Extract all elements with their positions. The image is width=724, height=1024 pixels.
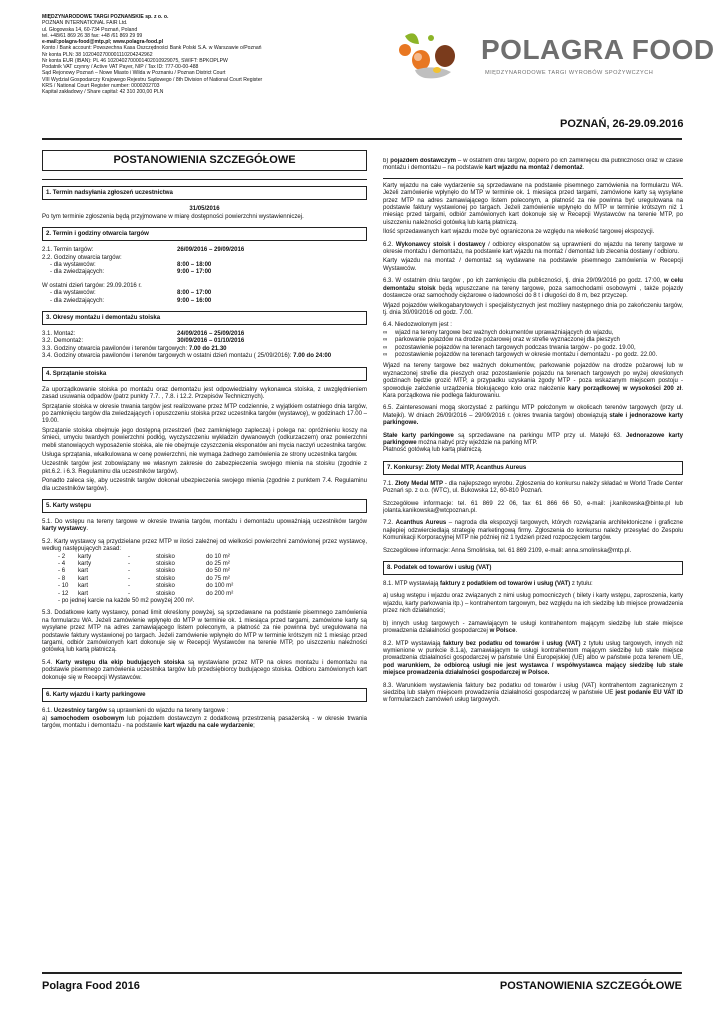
logo-wordmark: POLAGRA FOOD [481,34,715,65]
prohibited-list [383,330,683,360]
last-assembly-day-hours: 3.4. Godziny otwarcia pawilonów i terenów targowych w ostatni dzień montażu ( 25/09/2016): 7.00 do 24:00 [42,353,332,360]
entry-cards-matrix [42,554,367,606]
section-3-title: 3. Okresy montażu i demontażu stoiska [42,311,367,325]
vat-8-2: 8.2. MTP wystawiają faktury bez podatku od towarów i usług (VAT) z tytułu usług targowych, innych niż wymienione w punkcie 8.1.a), zamawiającym te usługi kontrahentom mającym siedzibę lub stałe miejsce prowadzenia działalności gospodarczej w państwie Unii Europejskiej (UE) albo w państwie poza terenem UE, pod warunkiem, że odbiorcą usługi nie jest wystawca / współwystawca mający siedzibę lub stałe miejsce prowadzenia działalności gospodarczej w Polsce. [383,640,683,677]
entry-permits-p1: 6.1. Uczestnicy targów są uprawnieni do wjazdu na tereny targowe : [42,708,229,715]
matrix-row: - 12 kart - stoisko do 200 m² [58,590,234,597]
cleaning-p2: Sprzątanie stoiska w okresie trwania targów jest realizowane przez MTP codziennie, z wyjątkiem ostatniego dnia targów, po zamknięciu targów dla zwiedzających i opuszczeniu stoiska przez uczestnika targów (wystawcę), w godzinach 17.00 – 19.00. [42,403,367,425]
prohibited-label: 6.4. Niedozwolonym jest : [383,322,452,329]
list-item: ∞ parkowanie pojazdów na drodze pożarowej oraz w strefie wyznaczonej dla pieszych [383,337,620,344]
pavilion-hours: 3.3. Godziny otwarcia pawilonów i terenów targowych: 7.00 do 21.30 [42,345,227,352]
right-column [383,158,683,970]
entry-cards-p3: 5.3. Dodatkowe karty wystawcy, ponad limit określony powyżej, są sprzedawane na podstawie pisemnego zamówienia na formularzu WA. Jeżeli zamówienie wpłynęło do MTP w terminie ok. 1 miesiąca przed targami, zamówione karty są wysyłane przez MTP na adres zamawiającego listem poleconym, a płatność za nie powinna być uregulowana na podstawie faktury wystawionej po targach. Jeżeli zamówienie wpłynęło do MTP w terminie krótszym niż 1 miesiąc przed targami, odbiór zamówionych kart dokonuje się w Recepcji Wystawców na terenie MTP, po uiszczeniu należności gotówką lub kartą płatniczą. [42,610,367,654]
divider [42,179,367,180]
section-1-text: Po tym terminie zgłoszenia będą przyjmowane w miarę dostępności powierzchni wystawienniczej. [42,213,304,220]
matrix-row: - 6 kart - stoisko do 50 m² [58,568,230,575]
payment-note: Płatność gotówką lub kartą płatniczą. [383,447,483,454]
logo-tagline: MIĘDZYNARODOWE TARGI WYROBÓW SPOŻYWCZYCH [485,70,654,76]
company-name-en: POZNAN INTERNATIONAL FAIR Ltd. [42,20,128,27]
footer-divider [42,972,682,974]
section-7-title: 7. Konkursy: Złoty Medal MTP, Acanthus Aureus [383,461,683,475]
matrix-row: - 2 karty - stoisko do 10 m² [58,553,230,560]
vat-8-1-b: b) innych usług targowych - zamawiającym te usługi kontrahentom mającym siedzibę lub stałe miejsce prowadzenia działalności gospodarczej w Polsce. [383,620,683,635]
parking-cards-paragraph: Stałe karty parkingowe są sprzedawane na parkingu MTP przy ul. Matejki 63. Jednorazowe karty parkingowe można nabyć przy wjeździe na parking MTP. [383,432,683,446]
entry-cards-p1: 5.1. Do wstępu na tereny targowe w okresie trwania targów, montażu i demontażu upoważniają uczestników targów karty wystawcy. [42,518,367,533]
acanthus-contact: Szczegółowe informacje: Anna Smolińska, tel. 61 869 2109, e-mail: anna.smolinska@mtp.pl. [383,547,632,554]
entry-cards-p2: 5.2. Karty wystawcy są przydzielane przez MTP w ilości zależnej od wielkości powierzchni zamówionej przez wystawcę, według następujących zasad: [42,538,367,553]
fair-dates-row: 2.1. Termin targów: 26/09/2016 – 29/09/2016 [42,247,245,254]
infinity-bullet-icon: ∞ [383,351,388,358]
page-title: POSTANOWIENIA SZCZEGÓŁOWE [42,150,367,171]
assembly-row: 3.1. Montaż: 24/09/2016 – 25/09/2016 [42,331,245,338]
vat-8-3: 8.3. Warunkiem wystawienia faktury bez podatku od towarów i usług (VAT) kontrahentom zagranicznym z siedzibą lub stałym miejscem prowadzenia działalności gospodarczej w państwie UE jest podanie EU VAT ID w formularzach zamówień usług targowych. [383,682,683,704]
section-5-title: 5. Karty wstępu [42,499,367,513]
vat-8-1-a: a) usług wstępu i wjazdu oraz związanych z nimi usług pomocniczych ( bilety i karty wstępu, zaproszenia, karty wjazdu, karty parkowania itp.) – kontrahentom targowym, bez względu na ich siedzibę lub miejsce prowadzenia przez nich działalności; [383,593,683,615]
exhibitor-hours-row: - dla wystawców: 8:00 – 18:00 [50,262,212,269]
infinity-bullet-icon: ∞ [383,329,388,336]
list-item: ∞ pozostawienie pojazdów na terenach targowych w okresie montażu i demontażu - po godz. 22.00. [383,351,658,358]
share-capital: Kapitał zakładowy / Share capital: 42 310 200,00 PLN [42,89,164,95]
infinity-bullet-icon: ∞ [383,344,388,351]
section-4-title: 4. Sprzątanie stoiska [42,367,367,381]
section-8-title: 8. Podatek od towarów i usług (VAT) [383,561,683,575]
matrix-note: - po jednej karcie na każde 50 m2 powyżej 200 m². [58,598,195,605]
footer-event-name: Polagra Food 2016 [42,980,140,992]
last-day-label: W ostatni dzień targów: 29.09.2016 r. [42,282,142,289]
gold-medal-contact: Szczegółowe informacje: tel. 61 869 22 06, fax 61 866 66 50, e-mail: j.kanikowska@binte.pl lub jolanta.kanikowska@wtcpoznan.pl. [383,500,683,515]
last-day-exhibitor-row: - dla wystawców: 8:00 – 17:00 [50,290,212,297]
section-1-title: 1. Termin nadsyłania zgłoszeń uczestnictwa [42,186,367,200]
matrix-row: - 4 karty - stoisko do 25 m² [58,561,230,567]
vehicle-permits-p6: 6.3. W ostatnim dniu targów , po ich zamknięciu dla publiczności, tj. dnia 29/09/2016 po godz. 17:00, w celu demontażu stoisk będą wpuszczane na tereny targowe, poza samochodami osobowymi , także pojazdy dostawcze oraz samochody ciężarowe o ładowności do 8 t i długości do 8 m, bez przyczep. [383,278,683,300]
cleaning-p5: Uczestnik targów jest zobowiązany we własnym zakresie do zabezpieczenia swojego mienia na stoisku (zgodnie z pkt.6.2. i 6.3. Regulaminu dla uczestników targów). [42,461,367,475]
entry-cards-p4: 5.4. Karty wstępu dla ekip budujących stoiska są wystawiane przez MTP na okres montażu i demontażu na podstawie pisemnego zamówienia uczestnika targów lub przedsiębiorcy budującego stoiska. Odbioru zamówionych kart dokonuje się w Recepcji Wystawców. [42,659,367,681]
cleaning-p6: Ponadto zaleca się, aby uczestnik targów dokonał ubezpieczenia swojego mienia (zgodnie z punktem 7.4. Regulaminu dla uczestników targów). [42,478,367,492]
infinity-bullet-icon: ∞ [383,337,388,344]
footer-doc-title: POSTANOWIENIA SZCZEGÓŁOWE [499,980,682,992]
matrix-row: - 10 kart - stoisko do 100 m² [58,583,234,590]
visitor-hours-row: - dla zwiedzających: 9:00 – 17:00 [50,269,212,276]
application-deadline: 31/05/2016 [189,206,220,213]
penalty-paragraph: Wjazd na tereny targowe bez ważnych dokumentów, parkowanie pojazdów na drodze pożarowej lub w wyznaczonej strefie dla pieszych oraz pozostawienie pojazdu na terenach targowych po wyżej określonych godzinach będzie grozić MTP, a przypadku uzyskania zgody MTP - poza wskazanym miejscem postoju - spowoduje założenie urządzenia blokującego koło oraz nałożenie kary porządkowej w wysokości 200 zł. Kara porządkowa nie podlega fakturowaniu. [383,363,683,399]
section-6-title: 6. Karty wjazdu i karty parkingowe [42,688,367,702]
company-name: MIĘDZYNARODOWE TARGI POZNAŃSKIE sp. z o. o. [42,14,169,20]
matrix-row: - 8 kart - stoisko do 75 m² [58,575,230,582]
section-2-title: 2. Termin i godziny otwarcia targów [42,227,367,241]
court-division: VIII Wydział Gospodarczy Krajowego Rejestru Sądowego / 8th Division of National Court Register [42,76,263,83]
bank-account: Konto / Bank account: Powszechna Kasa Oszczędności Bank Polski S.A. w Warszawie o/Poznań [42,45,262,52]
left-column [42,150,367,970]
company-header [42,14,342,95]
krs-number: KRS / National Court Register number: 0000202703 [42,82,160,89]
opening-hours-label: 2.2. Godziny otwarcia targów: [42,254,122,261]
account-pln: Nr konta PLN: 38 1020402700001110204242962 [42,51,153,58]
cleaning-p1: Za uporządkowanie stoiska po montażu oraz demontażu jest odpowiedzialny wykonawca stoiska, z uwzględnieniem zasad usuwania odpadów (patrz punkty 7.7. , 7.8. i 12.2. Przepisów Technicznych). [42,386,367,401]
district-court: Sąd Rejonowy Poznań – Nowe Miasto i Wilda w Poznaniu / Poznan District Court [42,70,226,77]
parking-paragraph: 6.5. Zainteresowani mogą skorzystać z parkingu MTP położonym w okolicach terenów targowych (przy ul. Matejki). W dniach 26/09/2016 – 29/09/2016 r. (okres trwania targów) obowiązują stałe i jednorazowe karty parkingowe. [383,405,683,427]
company-phone: tel. +48/61 869 26 38 fax: +48 /61 869 29 99 [42,32,143,39]
vehicle-permits-b: b) pojazdem dostawczym – w ostatnim dniu targów, dopiero po ich zamknięciu dla publiczności oraz w czasie montażu i demontażu – na podstawie kart wjazdu na montaż / demontaż. [383,158,683,172]
company-address: ul. Głogowska 14, 60-734 Poznań, Poland [42,26,138,33]
company-email[interactable]: e-mail:polagra-food@mtp.pl; www.polagra-food.pl [42,39,164,45]
vat-8-1: 8.1. MTP wystawiają faktury z podatkiem od towarów i usług (VAT) z tytułu: [383,581,593,588]
entry-permits-p1a: a) samochodem osobowym lub pojazdem dostawczym z dodatkową przestrzenią pasażerską - w okresie trwania targów, montażu i demontażu - na podstawie kart wjazdu na cale wydarzenie; [42,715,367,729]
gold-medal-paragraph: 7.1. Złoty Medal MTP - dla najlepszego wyrobu. Zgłoszenia do konkursu należy składać w World Trade Center Poznań sp. z o.o. (WTC), ul. Bukowska 12, 60-810 Poznań. [383,480,683,495]
cleaning-p3: Sprzątanie stoiska obejmuje jego dostępną przestrzeń (bez zamkniętego zaplecza) i polega na: opróżnieniu koszy na śmieci, umyciu twardych powierzchni podłóg, wyczyszczeniu wykładzin dywanowych (odkurzaczem) oraz powierzchni mebli stanowiących wyposażenie stoiska, ale nie obejmuje czyszczenia eksponatów ani mycia naczyń uczestnika targów. [42,427,367,449]
cleaning-p4: Usługa sprzątania, wkalkulowana w cenę powierzchni, nie wymaga żadnego zamówienia ze strony uczestnika targów. [42,451,358,458]
account-eur: Nr konta EUR (IBAN): PL 46 1020402700001402010929075, SWIFT: BPKOPLPW [42,57,228,64]
list-item: ∞ wjazd na tereny targowe bez ważnych dokumentów upraważniających do wjazdu, [383,329,614,336]
logo-emblem-icon [385,26,477,86]
last-day-visitor-row: - dla zwiedzających: 9:00 – 16:00 [50,297,212,304]
event-city-date: POZNAŃ, 26-29.09.2016 [560,118,684,130]
vehicle-permits-p3: Ilość sprzedawanych kart wjazdu może być ograniczona ze względu na wielkość targowej ekspozycji. [383,229,655,236]
acanthus-paragraph: 7.2. Acanthus Aureus – nagroda dla ekspozycji targowych, których rozwiązania architektoniczne i graficzne najlepiej odzwierciedlają strategię marketingową firmy. Zgłoszenia do konkursu należy przesyłać do Zespołu Komunikacji Korporacyjnej MTP nie później niż 1 tydzień przed rozpoczęciem targów. [383,520,683,542]
vehicle-permits-p4: 6.2. Wykonawcy stoisk i dostawcy / odbiorcy eksponatów są uprawnieni do wjazdu na tereny targowe w okresie montażu i demontażu, na podstawie kart wjazdu na montaż / demontaż lub zlecenia dostawy / odbioru. [383,241,683,256]
vehicle-permits-p7: Wjazd pojazdów wielkogabarytowych i specjalistycznych jest możliwy następnego dnia po zakończeniu targów, tj. dnia 30/09/2016 od godz. 7.00. [383,302,683,316]
polagra-food-logo [385,26,715,86]
vat-id: Podatnik VAT czynny / Active VAT Payer, NIP / Tax ID: 777-00-00-488 [42,64,199,70]
vehicle-permits-p5: Karty wjazdu na montaż / demontaż są wydawane na podstawie pisemnego zamówienia w Recepcji Wystawców. [383,258,683,272]
dismantling-row: 3.2. Demontaż: 30/09/2016 – 01/10/2016 [42,338,245,345]
header-divider [42,138,682,140]
vehicle-permits-p2: Karty wjazdu na całe wydarzenie są sprzedawane na podstawie pisemnego zamówienia na formularzu WA. Jeżeli zamówienie wpłynęło do MTP w terminie ok. 1 miesiąca przed targami, zamówione karty są wysyłane przez MTP na adres zamawiającego listem poleconym, a płatność za nie powinna być uregulowana na podstawie faktury wystawionej po targach. Jeżeli zamówienie wpłynęło do MTP w terminie krótszym niż 1 miesiąc przed targami, odbiór zamówionych kart dokonuje się w Recepcji Wystawców na terenie MTP, po uiszczeniu należności gotówką lub kartą płatniczą. [383,182,683,226]
divider [383,178,683,179]
list-item: ∞ pozostawienie pojazdów na terenach targowych podczas trwania targów - po godz. 19.00, [383,344,636,351]
